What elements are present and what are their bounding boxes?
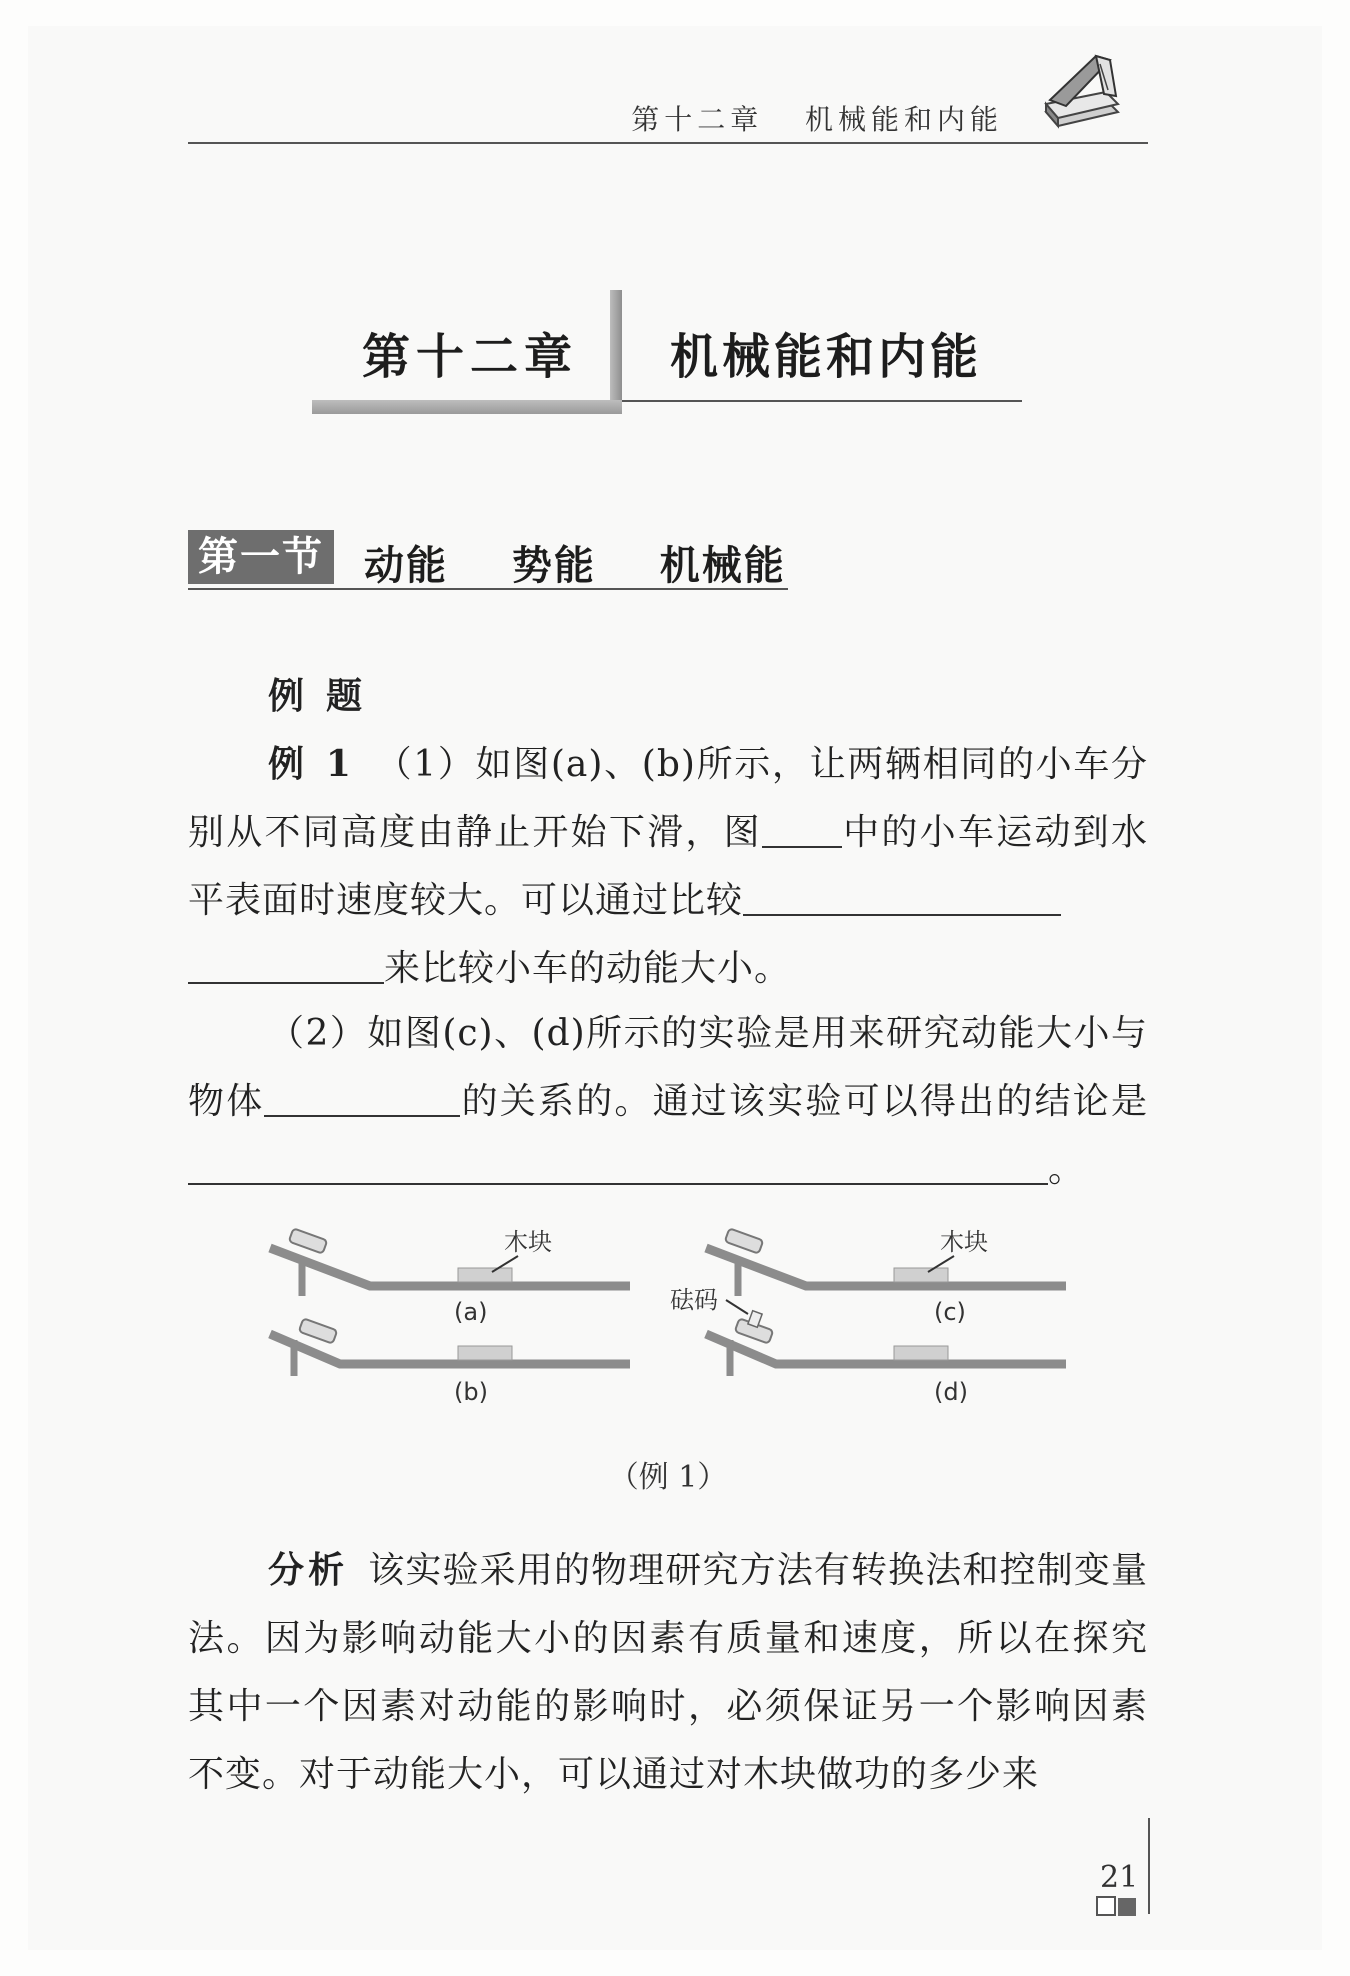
chapter-underline-shade (312, 400, 622, 414)
q2-end: 。 (1048, 1149, 1086, 1190)
q1-text-b: 中的小车运动到水平表面时速度较大。可以通过比较 (188, 812, 1148, 921)
q2-text-a: （2）如图(c)、(d)所示的实验是用来研究动能大小与物体 (188, 1013, 1148, 1122)
chapter-heading (312, 290, 1022, 420)
weight-label: 砝码 (670, 1286, 718, 1314)
answer-blank-1[interactable] (762, 816, 842, 848)
wood-block-label-c: 木块 (940, 1228, 988, 1256)
example1-question2 (188, 1000, 1148, 1204)
examples-heading: 例题 (268, 675, 385, 717)
chapter-divider (610, 290, 622, 410)
experiment-figure (260, 1228, 1080, 1438)
answer-blank-2a[interactable] (743, 884, 1061, 916)
analysis-label: 分析 (268, 1549, 349, 1591)
wood-block (458, 1268, 512, 1282)
wood-block-label: 木块 (504, 1228, 552, 1256)
panel-b-label: (b) (454, 1378, 488, 1406)
panel-c (706, 1228, 1066, 1326)
answer-blank-4[interactable] (188, 1153, 1048, 1185)
analysis-text: 该实验采用的物理研究方法有转换法和控制变量法。因为影响动能大小的因素有质量和速度，所以在探究其中一个因素对动能的影响时，必须保证另一个影响因素不变。对于动能大小，可以通过对木块做功的多少来 (188, 1550, 1148, 1795)
panel-d-label: (d) (934, 1378, 968, 1406)
chapter-underline (622, 400, 1022, 402)
chapter-number: 第十二章 (362, 329, 579, 385)
wood-block (458, 1346, 512, 1360)
panel-c-label: (c) (934, 1298, 966, 1326)
example1-label: 例 1 (268, 743, 355, 785)
chapter-name: 机械能和内能 (670, 329, 983, 385)
figure-caption: （例 1） (608, 1460, 728, 1495)
q1-text-c: 来比较小车的动能大小。 (384, 948, 792, 989)
page-marker-square-filled (1118, 1898, 1136, 1916)
running-header (188, 92, 1148, 144)
page-number-divider (1148, 1818, 1150, 1914)
cart-icon (725, 1228, 764, 1253)
book-icon (1036, 50, 1126, 140)
section-label: 第一节 (188, 530, 334, 584)
panel-a (270, 1228, 630, 1326)
cart-icon (299, 1318, 338, 1343)
panel-a-label: (a) (454, 1298, 488, 1326)
example1-question1 (188, 730, 1148, 1003)
panel-d (670, 1286, 1066, 1406)
q1-text-a: （1）如图(a)、(b)所示，让两辆相同的小车分别从不同高度由静止开始下滑，图 (188, 744, 1148, 853)
section-title: 动能 势能 机械能 (364, 542, 786, 589)
analysis-paragraph (188, 1536, 1148, 1809)
cart-icon (289, 1228, 328, 1253)
page-marker-square (1096, 1896, 1116, 1916)
panel-b (270, 1318, 630, 1406)
answer-blank-3[interactable] (264, 1085, 460, 1117)
running-title: 第十二章 机械能和内能 (631, 103, 1003, 136)
wood-block (894, 1268, 948, 1282)
answer-blank-2b[interactable] (188, 952, 384, 984)
page-number: 21 (1100, 1860, 1139, 1895)
wood-block (894, 1346, 948, 1360)
q2-text-b: 的关系的。通过该实验可以得出的结论是 (460, 1081, 1148, 1122)
section-heading (188, 528, 788, 590)
